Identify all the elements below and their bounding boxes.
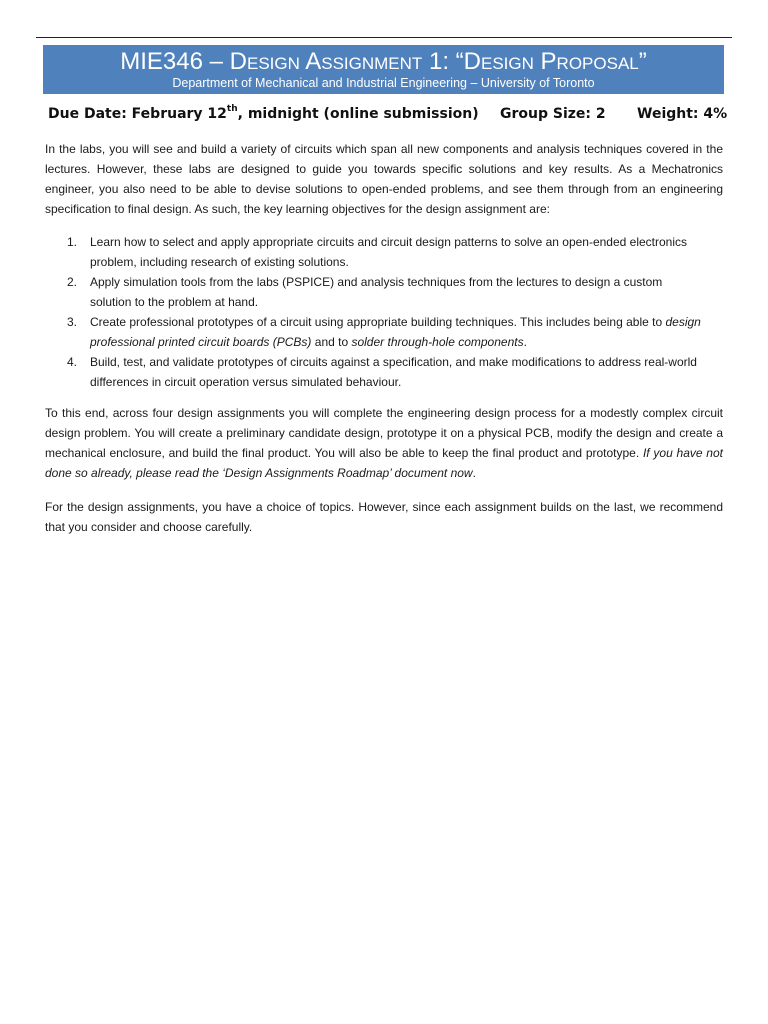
- list-item: [45, 352, 705, 392]
- list-item-text: Apply simulation tools from the labs (PSPICE) and analysis techniques from the lectures to design a custom solution to the problem at hand.: [90, 275, 663, 309]
- due-date-prefix: Due Date: February 12: [48, 106, 227, 122]
- list-item-text-part: Create professional prototypes of a circuit using appropriate building techniques. This includes being able to: [90, 315, 666, 329]
- list-item-text-part: .: [523, 335, 527, 349]
- list-item-number: 1.: [67, 235, 78, 249]
- topics-paragraph: For the design assignments, you have a choice of topics. However, since each assignment builds on the last, we recommend that you consider and choose carefully.: [45, 500, 723, 534]
- assignment-title: Design Assignment 1: “Design Proposal”: [229, 48, 647, 75]
- list-item-text: Build, test, and validate prototypes of circuits against a specification, and make modifications to address real-world differences in circuit operation versus simulated behaviour.: [90, 355, 697, 389]
- top-rule: [36, 37, 732, 38]
- roadmap-note: If you have not done so already, please read the ‘Design Assignments Roadmap’ document now: [45, 446, 723, 480]
- department-subtitle: Department of Mechanical and Industrial Engineering – University of Toronto: [172, 76, 595, 90]
- group-size: Group Size: 2: [500, 106, 606, 122]
- process-paragraph: [45, 403, 723, 483]
- list-item-number: 2.: [67, 275, 78, 289]
- list-item-text: [90, 315, 701, 349]
- process-text: To this end, across four design assignments you will complete the engineering design process for a modestly complex circuit design problem. You will create a preliminary candidate design, prototype it on a physical PCB, modify the design and create a mechanical enclosure, and build the final product. You will also be able to keep the final product and prototype.: [45, 406, 723, 460]
- list-item-number: 4.: [67, 355, 78, 369]
- list-item-emphasis: solder through-hole components: [351, 335, 524, 349]
- list-item-text: Learn how to select and apply appropriate circuits and circuit design patterns to solve an open-ended electronics problem, including research of existing solutions.: [90, 235, 688, 269]
- list-item: [45, 272, 705, 312]
- title-dash: –: [202, 48, 230, 75]
- due-date-superscript: th: [226, 104, 238, 115]
- list-item-text-part: and to: [311, 335, 352, 349]
- due-date: [48, 104, 479, 124]
- course-code: MIE346: [120, 48, 203, 75]
- due-date-suffix: , midnight (online submission): [237, 106, 479, 122]
- document-title: [43, 48, 724, 76]
- header-banner: [43, 45, 724, 94]
- weight: Weight: 4%: [637, 106, 728, 122]
- list-item-emphasis: design professional printed circuit boards (PCBs): [90, 315, 701, 349]
- list-item-number: 3.: [67, 315, 78, 329]
- list-item: [45, 312, 705, 352]
- list-item: [45, 232, 705, 272]
- process-end: .: [472, 466, 476, 480]
- learning-objectives-list: [45, 232, 705, 392]
- intro-paragraph: In the labs, you will see and build a variety of circuits which span all new components and analysis techniques covered in the lectures. However, these labs are designed to guide you towards specific solutions and key results. As a Mechatronics engineer, you also need to be able to devise solutions to open-ended problems, and see them through from an engineering specification to final design. As such, the key learning objectives for the design assignment are:: [45, 142, 723, 216]
- assignment-meta: [48, 104, 728, 126]
